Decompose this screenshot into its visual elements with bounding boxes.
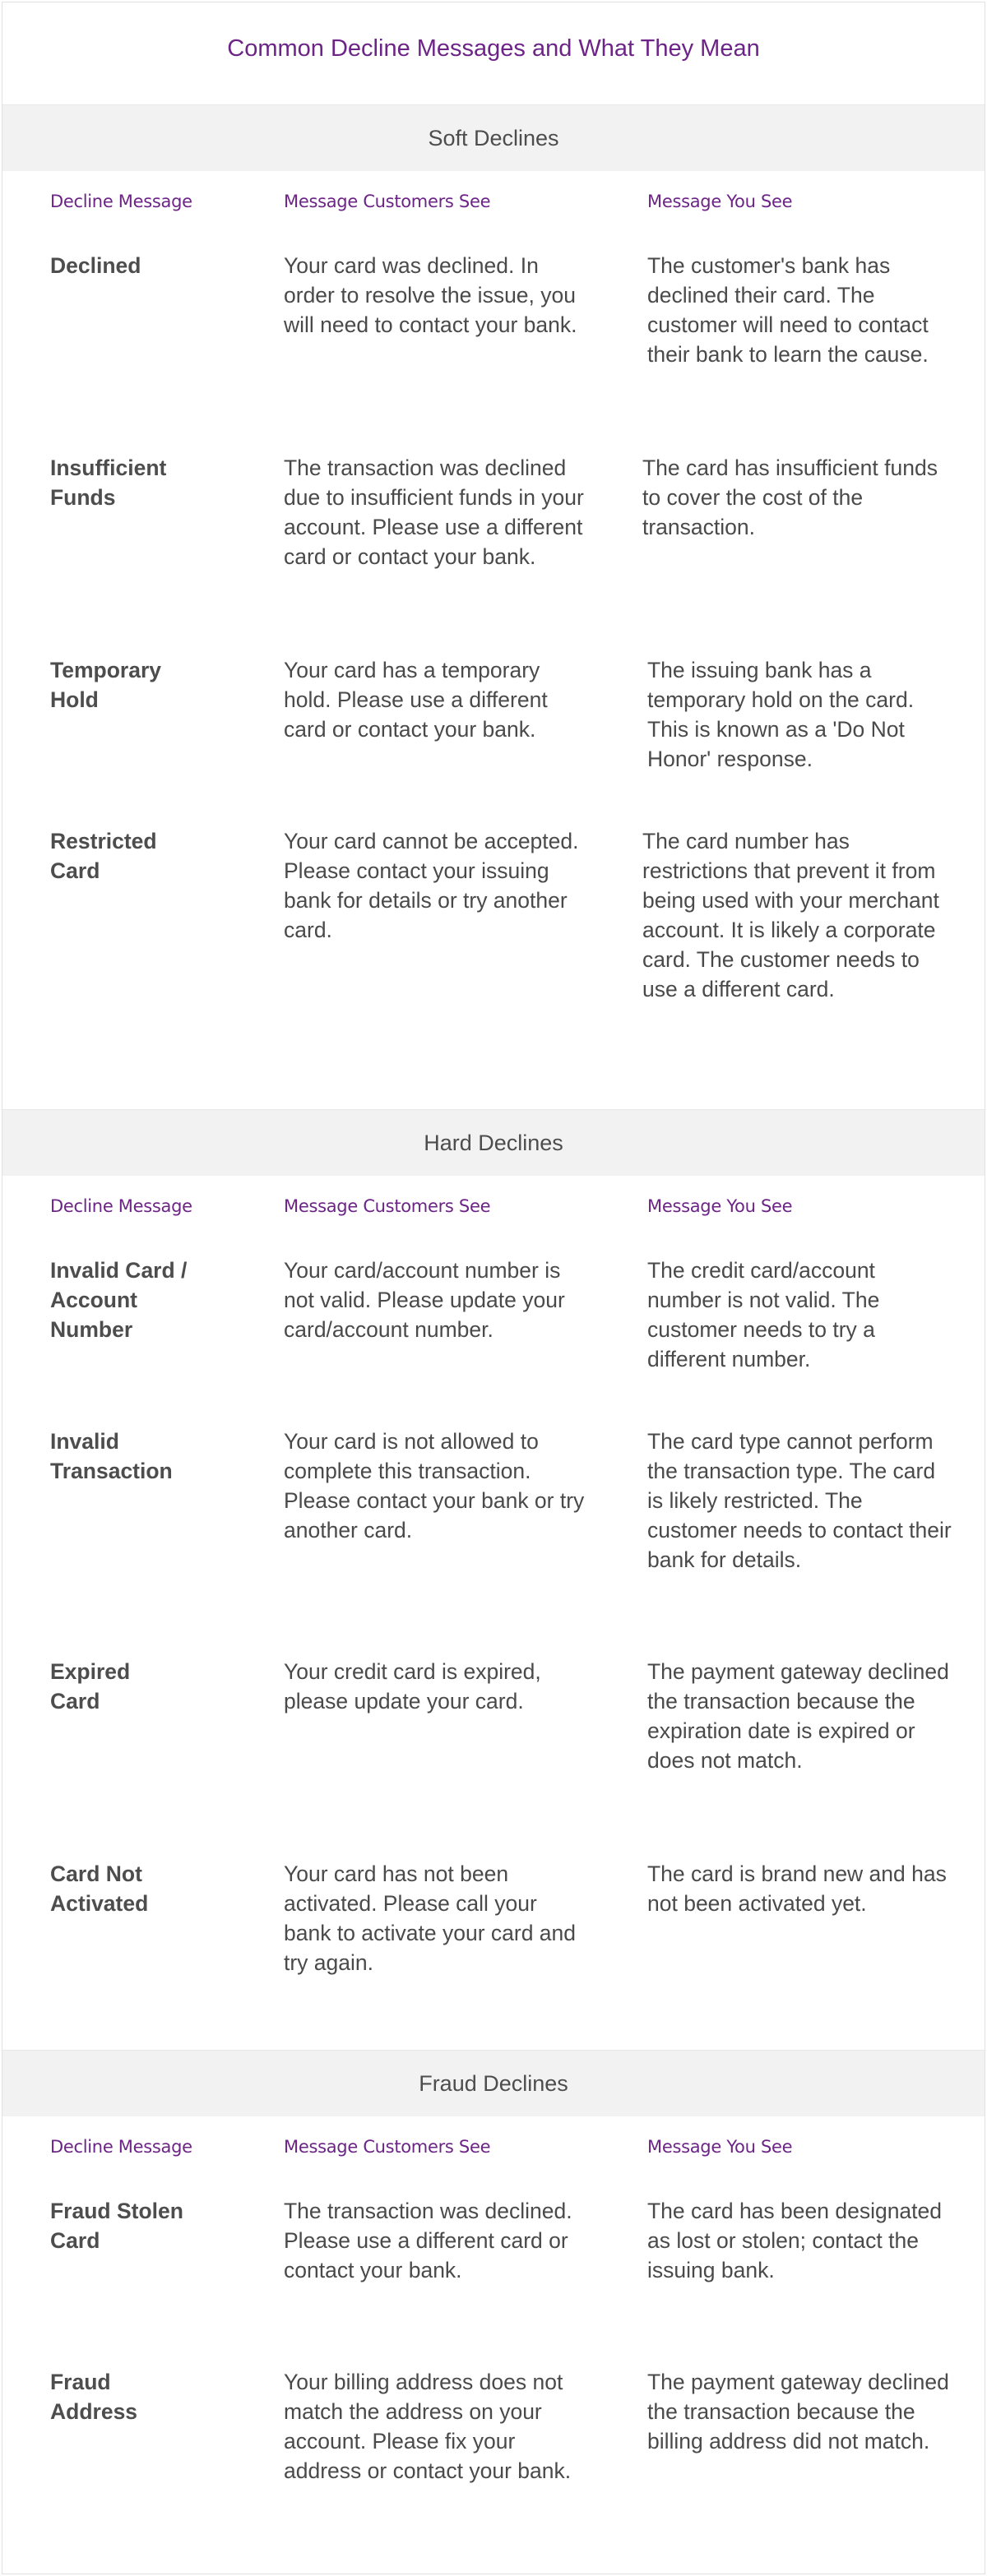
section-heading-hard: Hard Declines — [2, 1109, 985, 1176]
customer-message: Your card cannot be accepted. Please contact your issuing bank for details or try another card. — [284, 829, 579, 942]
customer-message: Your card has a temporary hold. Please use a different card or contact your bank. — [284, 658, 548, 742]
decline-label: Invalid Card / Account Number — [50, 1258, 188, 1342]
decline-label: Card Not Activated — [50, 1861, 149, 1916]
decline-label: Insufficient Funds — [50, 456, 167, 510]
column-header-decline: Decline Message — [50, 192, 192, 211]
merchant-message: The customer's bank has declined their card. The customer will need to contact their bank to learn the cause. — [647, 253, 929, 367]
merchant-message: The credit card/account number is not valid. The customer needs to try a different number. — [647, 1258, 880, 1371]
section-heading-soft: Soft Declines — [2, 104, 985, 171]
decline-label: Restricted Card — [50, 829, 157, 883]
decline-label: Fraud Address — [50, 2370, 138, 2424]
customer-message: Your billing address does not match the address on your account. Please fix your address or contact your bank. — [284, 2370, 572, 2483]
column-header-customers: Message Customers See — [284, 2137, 491, 2157]
merchant-message: The card number has restrictions that prevent it from being used with your merchant account. It is likely a corporate card. The customer needs to use a different card. — [642, 829, 939, 1001]
customer-message: The transaction was declined due to insufficient funds in your account. Please use a different card or contact your bank. — [284, 456, 584, 569]
column-header-decline: Decline Message — [50, 1196, 192, 1216]
decline-label: Declined — [50, 253, 141, 278]
column-header-you: Message You See — [647, 2137, 793, 2157]
merchant-message: The payment gateway declined the transaction because the expiration date is expired or does not match. — [647, 1659, 949, 1773]
merchant-message: The payment gateway declined the transaction because the billing address did not match. — [647, 2370, 949, 2453]
column-header-decline: Decline Message — [50, 2137, 192, 2157]
decline-label: Invalid Transaction — [50, 1429, 173, 1483]
customer-message: Your card is not allowed to complete this transaction. Please contact your bank or try another card. — [284, 1429, 585, 1542]
decline-label: Fraud Stolen Card — [50, 2199, 183, 2253]
merchant-message: The issuing bank has a temporary hold on the card. This is known as a 'Do Not Honor' response. — [647, 658, 915, 771]
column-header-customers: Message Customers See — [284, 1196, 491, 1216]
customer-message: Your card/account number is not valid. Please update your card/account number. — [284, 1258, 565, 1342]
decline-label: Expired Card — [50, 1659, 131, 1713]
decline-label: Temporary Hold — [50, 658, 161, 712]
column-header-you: Message You See — [647, 1196, 793, 1216]
section-heading-fraud: Fraud Declines — [2, 2050, 985, 2116]
decline-messages-table — [2, 2, 985, 2574]
merchant-message: The card type cannot perform the transaction type. The card is likely restricted. The customer needs to contact their bank for details. — [647, 1429, 952, 1572]
merchant-message: The card is brand new and has not been activated yet. — [647, 1861, 947, 1916]
customer-message: Your card was declined. In order to resolve the issue, you will need to contact your bank. — [284, 253, 577, 337]
page-title: Common Decline Messages and What They Mean — [227, 35, 760, 62]
customer-message: Your credit card is expired, please update your card. — [284, 1659, 541, 1713]
merchant-message: The card has been designated as lost or stolen; contact the issuing bank. — [647, 2199, 943, 2282]
customer-message: Your card has not been activated. Please call your bank to activate your card and try again. — [284, 1861, 577, 1975]
column-header-customers: Message Customers See — [284, 192, 491, 211]
merchant-message: The card has insufficient funds to cover the cost of the transaction. — [642, 456, 938, 539]
customer-message: The transaction was declined. Please use a different card or contact your bank. — [284, 2199, 572, 2282]
column-header-you: Message You See — [647, 192, 793, 211]
